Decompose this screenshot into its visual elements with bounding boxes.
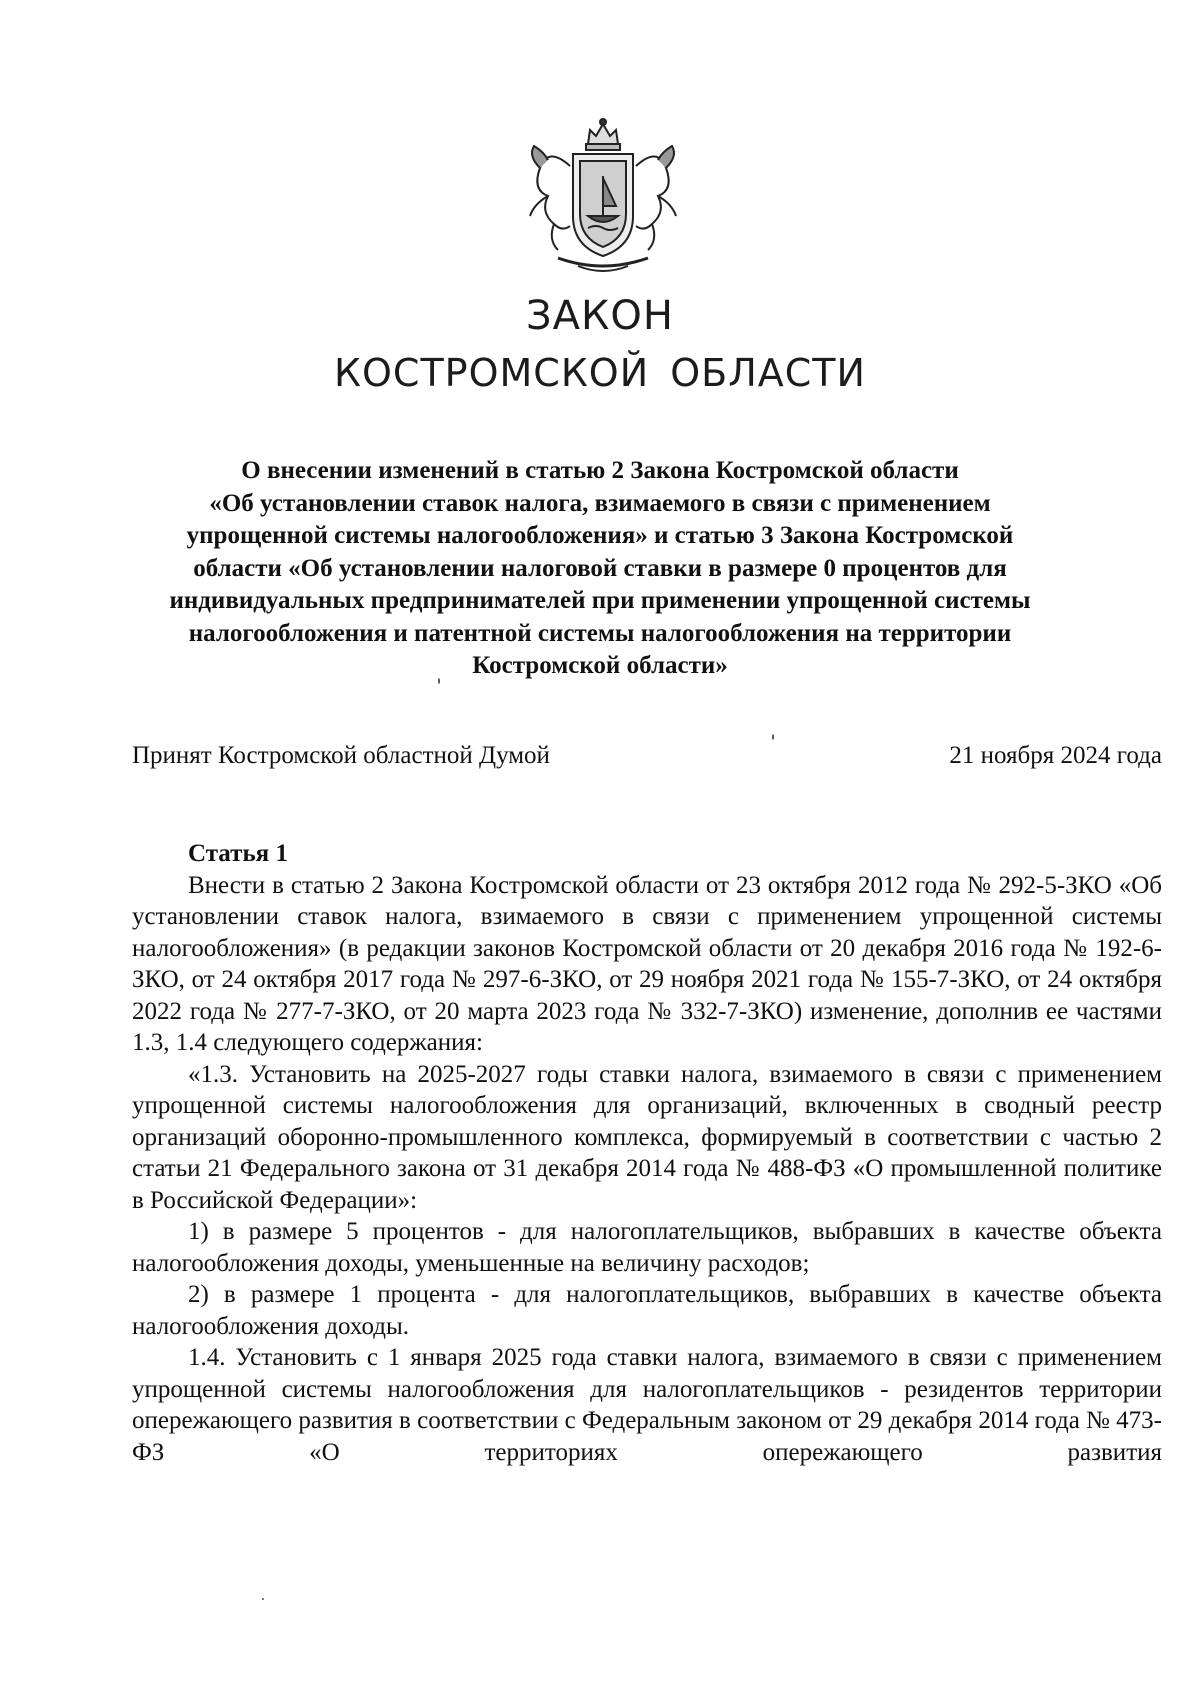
title-line: налогообложения и патентной системы налогообложения на территории	[188, 619, 1012, 647]
scan-speck	[438, 678, 440, 684]
title-line: упрощенной системы налогообложения» и статью 3 Закона Костромской	[186, 522, 1014, 549]
paragraph: «1.3. Установить на 2025-2027 годы ставки налога, взимаемого в связи с применением упрощенной системы налогообложения для организаций, включенных в сводный реестр организаций оборонно-промышленного комплекса, формируемый в соответствии с частью 2 статьи 21 Федерального закона от 31 декабря 2014 года № 488-ФЗ «О промышленной политике в Российской Федерации»:	[132, 1060, 1162, 1214]
kostroma-region-coat-of-arms-icon	[518, 116, 688, 276]
title-line: индивидуальных предпринимателей при применении упрощенной системы	[169, 587, 1031, 614]
paragraph: Внести в статью 2 Закона Костромской области от 23 октября 2012 года № 292-5-ЗКО «Об установлении ставок налога, взимаемого в связи с применением упрощенной системы налогообложения» (в редакции законов Костромской области от 20 декабря 2016 года № 192-6-ЗКО, от 24 октября 2017 года № 297-6-ЗКО, от 29 ноября 2021 года № 155-7-ЗКО, от 24 октября 2022 года № 277-7-ЗКО, от 20 марта 2023 года № 332-7-ЗКО) изменение, дополнив ее частями 1.3, 1.4 следующего содержания:	[132, 871, 1162, 1056]
document-body	[132, 838, 1162, 1468]
adopted-date: 21 ноября 2024 года	[949, 742, 1162, 769]
paragraph: 1) в размере 5 процентов - для налогоплательщиков, выбравших в качестве объекта налогообложения доходы, уменьшенные на величину расходов;	[132, 1218, 1162, 1277]
region-heading: КОСТРОМСКОЙ ОБЛАСТИ	[334, 351, 866, 395]
title-line: О внесении изменений в статью 2 Закона Костромской области	[241, 457, 959, 484]
title-line: Костромской области»	[472, 652, 728, 679]
adopted-by: Принят Костромской областной Думой	[132, 742, 550, 769]
paragraph: 2) в размере 1 процента - для налогоплательщиков, выбравших в качестве объекта налогообложения доходы.	[132, 1281, 1162, 1340]
law-title	[150, 455, 1050, 683]
article-heading: Статья 1	[188, 840, 288, 867]
adoption-line	[132, 740, 1162, 772]
title-line: «Об установлении ставок налога, взимаемого в связи с применением	[209, 489, 991, 517]
paragraph: 1.4. Установить с 1 января 2025 года ставки налога, взимаемого в связи с применением упрощенной системы налогообложения для налогоплательщиков - резидентов территории опережающего развития в соответствии с Федеральным законом от 29 декабря 2014 года № 473-ФЗ «О территориях опережающего развития	[132, 1344, 1162, 1466]
law-heading: ЗАКОН	[526, 293, 674, 339]
title-line: области «Об установлении налоговой ставки в размере 0 процентов для	[193, 554, 1007, 582]
scan-speck	[772, 734, 774, 740]
scan-speck	[262, 1598, 264, 1600]
